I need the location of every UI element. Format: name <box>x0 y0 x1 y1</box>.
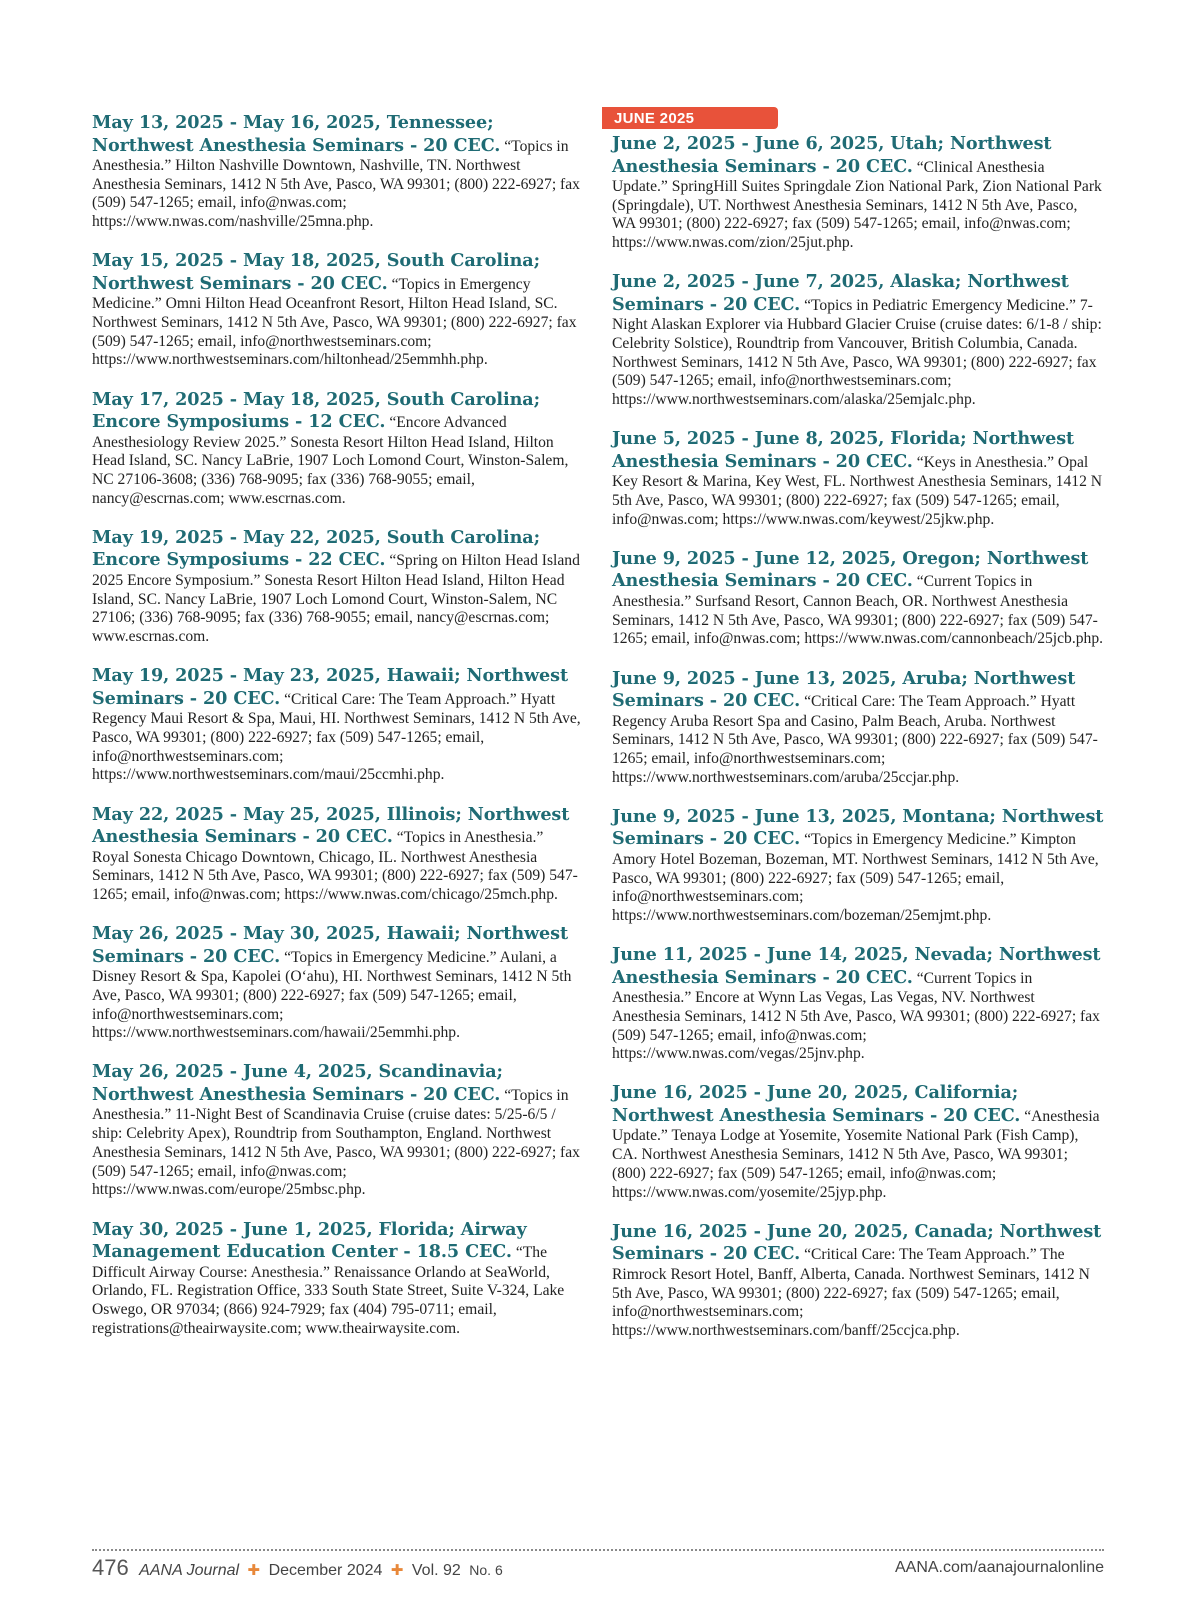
entry-text <box>612 806 1104 926</box>
entry-details: SpringHill Suites Springdale Zion National Park, Zion National Park (Springdale), UT. Northwest Anesthesia Seminars, 1412 N 5th Ave, Pasco, WA 99301; (800) 222-6927; fax (509) 547-1265; email, info@nwas.com; https://www.nwas.com/zion/25jut.php. <box>612 178 1102 252</box>
entry-details: Sonesta Resort Hilton Head Island, Hilton Head Island, SC. Nancy LaBrie, 1907 Loch Lomond Court, Winston-Salem, NC 27106-3608; (336) 768-9095; fax (336) 768-9055; email, nancy@escrnas.com; www.escrnas.com. <box>92 433 569 507</box>
footer-citation <box>92 1555 503 1581</box>
entry-details: Tenaya Lodge at Yosemite, Yosemite National Park (Fish Camp), CA. Northwest Anesthesia Seminars, 1412 N 5th Ave, Pasco, WA 99301; (800) 222-6927; fax (509) 547-1265; email, info@nwas.com; https://www.nwas.com/yosemite/25jyp.php. <box>612 1127 1079 1201</box>
entry-text <box>612 133 1104 253</box>
entry-heading: June 16, 2025 - June 20, 2025, California; Northwest Anesthesia Seminars - 20 CEC. <box>612 1082 1021 1126</box>
issue-number: No. 6 <box>469 1562 503 1578</box>
calendar-entry <box>92 804 582 905</box>
entry-text <box>612 1082 1104 1202</box>
entry-title: “Clinical Anesthesia Update.” <box>612 158 1045 195</box>
entry-text <box>92 1219 582 1339</box>
entry-details: Hyatt Regency Maui Resort & Spa, Maui, HI. Northwest Seminars, 1412 N 5th Ave, Pasco, WA 99301; (800) 222-6927; fax (509) 547-1265; email, info@northwestseminars.com; https://www.northwestseminars.com/maui/25ccmhi.php. <box>92 690 581 784</box>
entry-title: “Topics in Emergency Medicine.” <box>92 275 531 313</box>
entry-title: “Critical Care: The Team Approach.” <box>804 1246 1037 1264</box>
entry-details: Surfsand Resort, Cannon Beach, OR. Northwest Anesthesia Seminars, 1412 N 5th Ave, Pasco, WA 99301; (800) 222-6927; fax (509) 547-1265; email, info@nwas.com; https://www.nwas.com/cannonbeach/25jcb.php. <box>612 592 1104 648</box>
calendar-entry <box>92 923 582 1043</box>
june-entries <box>612 133 1104 1341</box>
calendar-entry <box>92 250 582 370</box>
entry-details: Hyatt Regency Aruba Resort Spa and Casino, Palm Beach, Aruba. Northwest Seminars, 1412 N 5th Ave, Pasco, WA 99301; (800) 222-6927; fax (509) 547-1265; email, info@northwestseminars.com; https://www.northwestseminars.com/aruba/25ccjar.php. <box>612 693 1098 786</box>
journal-website-link[interactable]: AANA.com/aanajournalonline <box>894 1559 1104 1576</box>
calendar-entry <box>612 133 1104 253</box>
entry-title: “Topics in Emergency Medicine.” <box>804 831 1017 849</box>
entry-heading: May 26, 2025 - May 30, 2025, Hawaii; Northwest Seminars - 20 CEC. <box>92 923 568 967</box>
entry-heading: May 22, 2025 - May 25, 2025, Illinois; Northwest Anesthesia Seminars - 20 CEC. <box>92 803 570 848</box>
volume: Vol. 92 <box>411 1562 461 1579</box>
right-column <box>612 107 1104 1359</box>
calendar-entry <box>612 668 1104 788</box>
entry-details: Hilton Nashville Downtown, Nashville, TN. Northwest Anesthesia Seminars, 1412 N 5th Ave, Pasco, WA 99301; (800) 222-6927; fax (509) 547-1265; email, info@nwas.com; https://www.nwas.com/nashville/25mna.php. <box>92 157 580 231</box>
entry-title: “Anesthesia Update.” <box>612 1107 1100 1145</box>
entry-heading: June 11, 2025 - June 14, 2025, Nevada; Northwest Anesthesia Seminars - 20 CEC. <box>612 944 1101 988</box>
entry-title: “Encore Advanced Anesthesiology Review 2025.” <box>92 414 507 451</box>
journal-name: AANA Journal <box>139 1562 240 1579</box>
entry-title: “Topics in Anesthesia.” <box>396 829 544 847</box>
entry-details: 11-Night Best of Scandinavia Cruise (cruise dates: 5/25-6/5 / ship: Celebrity Apex), Roundtrip from Southampton, England. Northwest Anesthesia Seminars, 1412 N 5th Ave, Pasco, WA 99301; (800) 222-6927; fax (509) 547-1265; email, info@nwas.com; https://www.nwas.com/europe/25mbsc.php. <box>92 1106 580 1199</box>
entry-text <box>92 527 582 647</box>
calendar-entry <box>92 389 582 509</box>
calendar-entry <box>612 428 1104 529</box>
entry-text <box>92 923 582 1043</box>
entry-heading: May 19, 2025 - May 22, 2025, South Carolina; Encore Symposiums - 22 CEC. <box>92 526 540 571</box>
calendar-entry <box>612 1221 1104 1341</box>
entry-heading: May 19, 2025 - May 23, 2025, Hawaii; Northwest Seminars - 20 CEC. <box>92 665 568 709</box>
entry-text <box>92 389 582 509</box>
entry-title: “Topics in Anesthesia.” <box>92 137 569 174</box>
entry-text <box>92 112 582 232</box>
entry-text <box>612 548 1104 649</box>
entry-title: “Critical Care: The Team Approach.” <box>804 693 1037 711</box>
calendar-entry <box>92 527 582 647</box>
entry-heading: June 2, 2025 - June 6, 2025, Utah; Northwest Anesthesia Seminars - 20 CEC. <box>612 133 1052 177</box>
calendar-entry <box>612 944 1104 1064</box>
entry-details: Royal Sonesta Chicago Downtown, Chicago, IL. Northwest Anesthesia Seminars, 1412 N 5th Ave, Pasco, WA 99301; (800) 222-6927; fax (509) 547-1265; email, info@nwas.com; https://www.nwas.com/chicago/25mch.php. <box>92 848 578 903</box>
calendar-entry <box>92 665 582 785</box>
entry-title: “Current Topics in Anesthesia.” <box>612 573 1033 610</box>
calendar-entry <box>92 1219 582 1339</box>
footer-divider <box>92 1549 1104 1551</box>
entry-title: “Current Topics in Anesthesia.” <box>612 969 1033 1007</box>
entry-heading: June 5, 2025 - June 8, 2025, Florida; Northwest Anesthesia Seminars - 20 CEC. <box>612 428 1075 472</box>
entry-details: Opal Key Resort & Marina, Key West, FL. Northwest Anesthesia Seminars, 1412 N 5th Ave, Pasco, WA 99301; (800) 222-6927; fax (509) 547-1265; email, info@nwas.com; https://www.nwas.com/keywest/25jkw.php. <box>612 453 1103 528</box>
calendar-entry <box>612 548 1104 649</box>
month-badge: JUNE 2025 <box>602 107 778 129</box>
entry-details: Kimpton Amory Hotel Bozeman, Bozeman, MT. Northwest Seminars, 1412 N 5th Ave, Pasco, WA 99301; (800) 222-6927; fax (509) 547-1265; email, info@northwestseminars.com; https://www.northwestseminars.com/bozeman/25emjmt.php. <box>612 831 1099 924</box>
entry-heading: June 9, 2025 - June 12, 2025, Oregon; Northwest Anesthesia Seminars - 20 CEC. <box>612 547 1089 592</box>
entry-heading: June 9, 2025 - June 13, 2025, Montana; Northwest Seminars - 20 CEC. <box>612 805 1104 850</box>
entry-heading: May 13, 2025 - May 16, 2025, Tennessee; Northwest Anesthesia Seminars - 20 CEC. <box>92 112 501 156</box>
entry-title: “Critical Care: The Team Approach.” <box>284 690 517 708</box>
entry-title: “Topics in Emergency Medicine.” <box>284 948 497 966</box>
entry-heading: May 30, 2025 - June 1, 2025, Florida; Airway Management Education Center - 18.5 CEC. <box>92 1218 527 1262</box>
page-number: 476 <box>92 1555 129 1580</box>
entry-text <box>92 1061 582 1200</box>
separator-icon: ✚ <box>247 1562 261 1579</box>
entry-details: Encore at Wynn Las Vegas, Las Vegas, NV. Northwest Anesthesia Seminars, 1412 N 5th Ave, Pasco, WA 99301; (800) 222-6927; fax (509) 547-1265; email, info@nwas.com; https://www.nwas.com/vegas/25jnv.php. <box>612 989 1100 1063</box>
calendar-entry <box>92 112 582 232</box>
entry-heading: June 2, 2025 - June 7, 2025, Alaska; Northwest Seminars - 20 CEC. <box>612 271 1069 315</box>
entry-text <box>612 668 1104 788</box>
entry-heading: June 9, 2025 - June 13, 2025, Aruba; Northwest Seminars - 20 CEC. <box>612 667 1076 712</box>
entry-text <box>92 804 582 905</box>
issue-date: December 2024 <box>268 1562 383 1579</box>
calendar-entry <box>612 271 1104 410</box>
entry-text <box>612 1221 1104 1341</box>
entry-title: “The Difficult Airway Course: Anesthesia.” <box>92 1244 548 1281</box>
entry-details: Omni Hilton Head Oceanfront Resort, Hilton Head Island, SC. Northwest Seminars, 1412 N 5th Ave, Pasco, WA 99301; (800) 222-6927; fax (509) 547-1265; email, info@northwestseminars.com; https://www.northwestseminars.com/hiltonhead/25emmhh.php. <box>92 295 577 369</box>
entry-text <box>92 665 582 785</box>
entry-details: The Rimrock Resort Hotel, Banff, Alberta, Canada. Northwest Seminars, 1412 N 5th Ave, Pasco, WA 99301; (800) 222-6927; fax (509) 547-1265; email, info@northwestseminars.com; https://www.northwestseminars.com/banff/25ccjca.php. <box>612 1246 1090 1339</box>
entry-title: “Topics in Anesthesia.” <box>92 1086 569 1124</box>
page-footer <box>92 1555 1104 1585</box>
calendar-entry <box>612 1082 1104 1202</box>
calendar-entry <box>612 806 1104 926</box>
entry-heading: June 16, 2025 - June 20, 2025, Canada; Northwest Seminars - 20 CEC. <box>612 1220 1102 1265</box>
entry-title: “Topics in Pediatric Emergency Medicine.” <box>804 296 1076 314</box>
entry-details: 7-Night Alaskan Explorer via Hubbard Glacier Cruise (cruise dates: 6/1-8 / ship: Celebrity Solstice), Roundtrip from Vancouver, British Columbia, Canada. Northwest Seminars, 1412 N 5th Ave, Pasco, WA 99301; (800) 222-6927; fax (509) 547-1265; email, info@northwestseminars.com; https://www.northwestseminars.com/alaska/25emjalc.php. <box>612 296 1102 409</box>
entry-heading: May 15, 2025 - May 18, 2025, South Carolina; Northwest Seminars - 20 CEC. <box>92 250 540 294</box>
entry-text <box>92 250 582 370</box>
entry-title: “Keys in Anesthesia.” <box>916 453 1055 471</box>
entry-text <box>612 428 1104 529</box>
calendar-entry <box>92 1061 582 1200</box>
left-column <box>92 112 582 1357</box>
entry-title: “Spring on Hilton Head Island 2025 Encore Symposium.” <box>92 552 580 589</box>
entry-text <box>612 271 1104 410</box>
entry-text <box>612 944 1104 1064</box>
separator-icon: ✚ <box>390 1562 404 1579</box>
entry-details: Renaissance Orlando at SeaWorld, Orlando, FL. Registration Office, 333 South State Street, Suite V-324, Lake Oswego, OR 97034; (866) 924-7929; fax (404) 795-0711; email, registrations@theairwaysite.com; www.theairwaysite.com. <box>92 1263 565 1337</box>
entry-heading: May 26, 2025 - June 4, 2025, Scandinavia; Northwest Anesthesia Seminars - 20 CEC. <box>92 1061 503 1105</box>
entry-details: Sonesta Resort Hilton Head Island, Hilton Head Island, SC. Nancy LaBrie, 1907 Loch Lomond Court, Winston-Salem, NC 27106; (336) 768-9095; fax (336) 768-9055; email, nancy@escrnas.com; www.escrnas.com. <box>92 571 565 646</box>
entry-details: Aulani, a Disney Resort & Spa, Kapolei (O‘ahu), HI. Northwest Seminars, 1412 N 5th Ave, Pasco, WA 99301; (800) 222-6927; fax (509) 547-1265; email, info@northwestseminars.com; https://www.northwestseminars.com/hawaii/25emmhi.php. <box>92 948 572 1042</box>
entry-heading: May 17, 2025 - May 18, 2025, South Carolina; Encore Symposiums - 12 CEC. <box>92 388 540 433</box>
